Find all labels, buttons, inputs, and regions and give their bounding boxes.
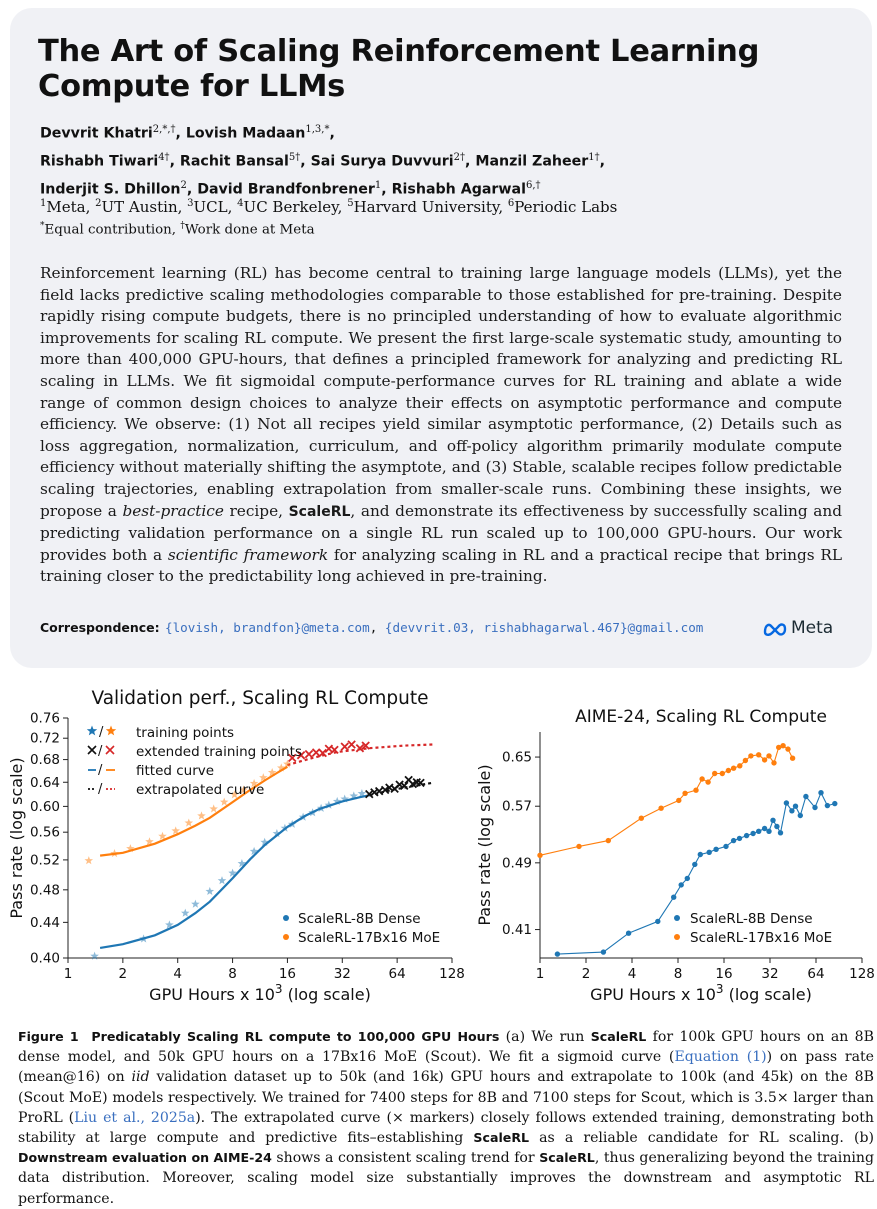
caption-emphasis: iid — [131, 1069, 150, 1086]
x-axis-label-text: (log scale) — [282, 985, 371, 1004]
author-name: Sai Surya Duvvuri — [310, 153, 454, 170]
x-axis-label-sup: 3 — [274, 982, 283, 996]
training-point — [206, 887, 215, 895]
figure-caption — [18, 1027, 874, 1209]
caption-heading: Predicatably Scaling RL compute to 100,000 GPU Hours — [91, 1029, 500, 1044]
data-point — [692, 862, 697, 867]
data-point — [825, 803, 830, 808]
y-tick-label: 0.65 — [501, 749, 532, 766]
citation-link[interactable]: Liu et al., 2025a — [74, 1109, 196, 1126]
y-tick-label: 0.41 — [501, 922, 532, 939]
author-name: Devvrit Khatri — [40, 125, 153, 142]
data-point — [778, 830, 783, 835]
affil-sup: 4 — [237, 198, 244, 209]
extended-training-point — [348, 741, 355, 748]
data-point — [685, 876, 690, 881]
email-separator: , — [369, 620, 378, 635]
email-link[interactable]: {devvrit.03, rishabhagarwal.467}@gmail.com — [384, 620, 704, 635]
data-point — [790, 756, 795, 761]
x-tick-label: 2 — [118, 966, 128, 982]
x-axis-label — [149, 982, 371, 1004]
training-point — [209, 804, 218, 812]
y-tick-label: 0.72 — [29, 730, 60, 747]
method-name: ScaleRL — [473, 1130, 530, 1146]
y-axis-label: Pass rate (log scale) — [7, 757, 26, 919]
data-point — [655, 919, 660, 924]
legend-series-label: ScaleRL-17Bx16 MoE — [690, 930, 833, 946]
data-point — [743, 758, 748, 763]
legend-series-label: ScaleRL-8B Dense — [690, 911, 813, 927]
data-point — [793, 804, 798, 809]
extended-training-point — [305, 751, 312, 758]
data-point — [555, 951, 560, 956]
note-sym: † — [180, 221, 185, 231]
correspondence-label: Correspondence: — [40, 620, 160, 635]
caption-text: ) on pass rate (mean@16) on — [18, 1049, 874, 1086]
method-name: ScaleRL — [288, 503, 351, 520]
data-point — [601, 949, 606, 954]
caption-bold: Downstream evaluation on AIME-24 — [18, 1150, 272, 1166]
author-name: Lovish Madaan — [185, 125, 306, 142]
legend-cross-marker — [106, 746, 114, 754]
validation-chart — [0, 680, 470, 1020]
data-point — [731, 766, 736, 771]
paper-title: The Art of Scaling Reinforcement Learning Compute for LLMs — [38, 34, 760, 104]
legend-label: extrapolated curve — [136, 782, 265, 798]
x-axis-label-text: (log scale) — [723, 985, 812, 1004]
note-sym: * — [40, 221, 45, 231]
meta-infinity-icon — [762, 621, 788, 636]
data-point — [576, 844, 581, 849]
y-tick-label: 0.48 — [29, 882, 60, 899]
data-point — [726, 768, 731, 773]
y-tick-label: 0.64 — [29, 774, 60, 791]
data-point — [737, 763, 742, 768]
legend-star-marker — [106, 726, 116, 736]
data-point — [789, 808, 794, 813]
y-tick-label: 0.44 — [29, 914, 60, 931]
method-name: ScaleRL — [590, 1029, 647, 1044]
y-tick-label: 0.52 — [29, 852, 60, 869]
author-affil-sup: 2 — [180, 180, 187, 192]
y-axis-label: Pass rate (log scale) — [475, 764, 494, 926]
data-point — [676, 798, 681, 803]
contribution-note — [40, 216, 315, 240]
legend-slash: / — [98, 744, 103, 759]
data-point — [606, 838, 611, 843]
legend-cross-marker — [88, 746, 96, 754]
affil-sup: 2 — [95, 198, 102, 209]
email-link[interactable]: {lovish, brandfon}@meta.com — [165, 620, 370, 635]
data-point — [712, 771, 717, 776]
affiliation: Meta — [46, 198, 86, 216]
data-point — [671, 895, 676, 900]
data-point — [748, 753, 753, 758]
correspondence-emails — [165, 620, 703, 635]
training-point — [181, 909, 190, 917]
data-point — [762, 757, 767, 762]
y-tick-label: 0.49 — [501, 855, 532, 872]
data-point — [766, 829, 771, 834]
aime-chart — [470, 680, 877, 1020]
data-point — [707, 850, 712, 855]
extended-training-point — [341, 743, 348, 750]
data-point — [705, 779, 710, 784]
data-point — [713, 847, 718, 852]
affil-sup: 6 — [507, 198, 515, 209]
caption-text: validation dataset up to 50k (and 16k) GPU hours and extrapolate to 100k (and 45k) on the 8B (Scout MoE) models respectively. We trained for 7400 steps for 8B and 7100 steps for Scout, which is 3.5× larger than ProRL ( — [18, 1069, 875, 1126]
work-at-meta-note: Work done at Meta — [184, 222, 315, 238]
legend-series-label: ScaleRL-8B Dense — [298, 911, 421, 927]
x-tick-label: 32 — [761, 966, 779, 982]
affiliation: Periodic Labs — [514, 198, 618, 216]
x-axis-label — [590, 982, 812, 1004]
data-point — [780, 743, 785, 748]
author-affil-sup: 2† — [453, 152, 465, 164]
author-affil-sup: 1 — [374, 180, 382, 192]
abstract-text: for analyzing scaling in RL and a practical recipe that brings RL training closer to the predictability long achieved in pre-training. — [40, 545, 842, 586]
data-point — [537, 853, 542, 858]
x-tick-label: 16 — [715, 966, 733, 982]
y-tick-label: 0.56 — [29, 824, 60, 841]
x-tick-label: 2 — [581, 966, 591, 982]
x-tick-label: 64 — [388, 966, 406, 982]
legend-series-dot — [283, 915, 289, 921]
legend-label: fitted curve — [136, 763, 215, 779]
equation-link[interactable]: Equation (1) — [674, 1049, 767, 1066]
x-tick-label: 32 — [333, 966, 351, 982]
data-point — [812, 805, 817, 810]
data-point — [737, 836, 742, 841]
affiliation: Harvard University — [353, 198, 499, 216]
affiliation: UT Austin — [101, 198, 178, 216]
x-tick-label: 8 — [673, 966, 683, 982]
data-point — [682, 791, 687, 796]
legend-series-dot — [674, 934, 680, 940]
training-point — [90, 952, 99, 960]
data-point — [698, 852, 703, 857]
data-point — [756, 829, 761, 834]
author-affil-sup: 1,3,* — [305, 124, 330, 135]
affil-sup: 3 — [187, 198, 194, 209]
data-point — [756, 752, 761, 757]
affil-sup: 5 — [347, 198, 354, 209]
data-point — [699, 776, 704, 781]
meta-logo-text: Meta — [791, 618, 834, 638]
method-name: ScaleRL — [539, 1150, 595, 1166]
x-tick-label: 1 — [535, 966, 545, 982]
data-point — [658, 806, 663, 811]
abstract-emphasis: best-practice — [122, 501, 224, 520]
training-point — [139, 934, 148, 942]
author-affil-sup: 5† — [288, 152, 301, 164]
x-tick-label: 16 — [278, 966, 297, 982]
x-axis-label-text: GPU Hours x 10 — [590, 985, 716, 1004]
legend-slash: / — [98, 782, 103, 797]
y-tick-label: 0.57 — [501, 798, 532, 815]
abstract-text: , and demonstrate its effectiveness by successfully scaling and predicting validation performance on a single RL run scaled up to 100,000 GPU-hours. Our work provides both a — [40, 501, 842, 564]
fitted-curve — [100, 767, 287, 856]
abstract-text: Reinforcement learning (RL) has become central to training large language models (LLMs), yet the field lacks predictive scaling methodologies comparable to those established for pre-training. Despite rapidly rising compute budgets, there is no principled understanding of how to evaluate algorithmic improvements for scaling RL compute. We present the first large-scale systematic study, amounting to more than 400,000 GPU-hours, that defines a principled framework for analyzing and predicting RL scaling in LLMs. We fit sigmoidal compute-performance curves for RL training and ablate a wide range of common design choices to analyze their effects on asymptotic performance and compute efficiency. We observe: (1) Not all recipes yield similar asymptotic performance, (2) Details such as loss aggregation, normalization, curriculum, and off-policy algorithm primarily modulate compute efficiency without materially shifting the asymptote, and (3) Stable, scalable recipes follow predictable scaling trajectories, enabling extrapolation from smaller-scale runs. Combining these insights, we propose a — [40, 264, 842, 520]
training-point — [197, 811, 206, 819]
x-tick-label: 128 — [439, 966, 465, 982]
affiliation-list: $^1$Meta, $^2$UT Austin, $^3$UCL, $^4$UC Berkeley, $^5$Harvard University, $^6$Periodic Labs — [40, 198, 618, 216]
author-name: David Brandfonbrener — [197, 182, 375, 199]
training-point — [191, 900, 200, 908]
data-point — [720, 771, 725, 776]
x-tick-label: 128 — [849, 966, 875, 982]
legend-series-dot — [674, 915, 680, 921]
y-tick-label: 0.76 — [29, 710, 60, 727]
author-list: Devvrit Khatri$^{2,*,\dagger}$, Lovish Madaan$^{1,3,*}$, Rishabh Tiwari$^{4\dagger}$, Rachit Bansal$^{5\dagger}$, Sai Surya Duvvuri$^{2\dagger}$, Manzil Zaheer$^{1\dagger}$, Inderjit S. Dhillon$^2$, David Brandfonbrener$^1$, Rishabh Agarwal$^{6,\dagger}$ — [40, 124, 606, 199]
chart-title: Validation perf., Scaling RL Compute — [91, 688, 429, 709]
author-affil-sup: 1† — [588, 152, 600, 164]
legend-label: extended training points — [136, 744, 303, 760]
affiliation: UC Berkeley — [243, 198, 338, 216]
equal-contribution-note: Equal contribution, — [44, 222, 177, 238]
data-point — [766, 753, 771, 758]
x-tick-label: 4 — [627, 966, 637, 982]
caption-text: ). The extrapolated curve (× markers) closely follows extended training, demonstrating both stability at large compute and predictive fits–establishing — [18, 1109, 874, 1147]
training-point — [85, 856, 94, 864]
data-point — [693, 788, 698, 793]
author-name: Rishabh Tiwari — [40, 153, 159, 170]
legend-series-dot — [283, 934, 289, 940]
abstract-text: recipe, — [223, 501, 289, 520]
affil-sup: 1 — [40, 198, 47, 209]
y-tick-label: 0.60 — [29, 798, 60, 815]
meta-logo — [762, 618, 833, 638]
data-point — [818, 790, 823, 795]
data-point — [731, 838, 736, 843]
data-point — [723, 844, 728, 849]
data-point — [771, 760, 776, 765]
legend-series-label: ScaleRL-17Bx16 MoE — [298, 930, 441, 946]
caption-text: shows a consistent scaling trend for — [271, 1150, 540, 1167]
author-name: Manzil Zaheer — [475, 153, 589, 170]
author-name: Rishabh Agarwal — [391, 182, 526, 199]
x-tick-label: 8 — [228, 966, 237, 982]
legend-slash: / — [98, 763, 103, 778]
y-tick-label: 0.40 — [29, 950, 60, 967]
x-tick-label: 4 — [173, 966, 183, 982]
affiliation: UCL — [193, 198, 228, 216]
training-point — [218, 876, 227, 884]
data-point — [832, 801, 837, 806]
data-point — [770, 818, 775, 823]
abstract — [40, 263, 842, 588]
caption-text: as a reliable candidate for RL scaling. (b) — [529, 1130, 874, 1147]
data-point — [639, 816, 644, 821]
data-point — [784, 800, 789, 805]
data-point — [774, 824, 779, 829]
data-point — [679, 882, 684, 887]
caption-text: for 100k GPU hours on an 8B dense model, and 50k GPU hours on a 17Bx16 MoE (Scout). We fit a sigmoid curve ( — [18, 1029, 874, 1066]
caption-text: (a) We run — [499, 1029, 591, 1045]
training-point — [308, 808, 317, 816]
data-point — [798, 813, 803, 818]
caption-text: , thus generalizing beyond the training data distribution. Moreover, scaling model size substantially improves the downstream and asymptotic RL performance. — [18, 1150, 874, 1207]
author-affil-sup: 4† — [158, 152, 170, 164]
data-point — [626, 931, 631, 936]
legend-label: training points — [136, 725, 235, 741]
data-point — [785, 746, 790, 751]
x-tick-label: 1 — [63, 966, 73, 982]
author-affil-sup: 6,† — [525, 180, 541, 192]
x-axis-label-text: GPU Hours x 10 — [149, 985, 275, 1004]
legend-star-marker — [87, 726, 97, 736]
author-affil-sup: 2,*,† — [152, 124, 176, 135]
data-point — [803, 794, 808, 799]
chart-title: AIME-24, Scaling RL Compute — [575, 707, 827, 727]
legend-slash: / — [99, 725, 104, 740]
x-tick-label: 64 — [807, 966, 825, 982]
x-axis-label-sup: 3 — [715, 982, 724, 996]
figure-label: Figure 1 — [18, 1029, 79, 1044]
data-point — [744, 833, 749, 838]
author-name: Inderjit S. Dhillon — [40, 182, 181, 199]
training-point — [110, 849, 119, 857]
data-point — [750, 831, 755, 836]
abstract-emphasis: scientific framework — [167, 545, 329, 564]
y-tick-label: 0.68 — [29, 752, 60, 769]
training-point — [185, 819, 194, 827]
author-name: Rachit Bansal — [179, 153, 289, 170]
series-line — [540, 746, 793, 856]
